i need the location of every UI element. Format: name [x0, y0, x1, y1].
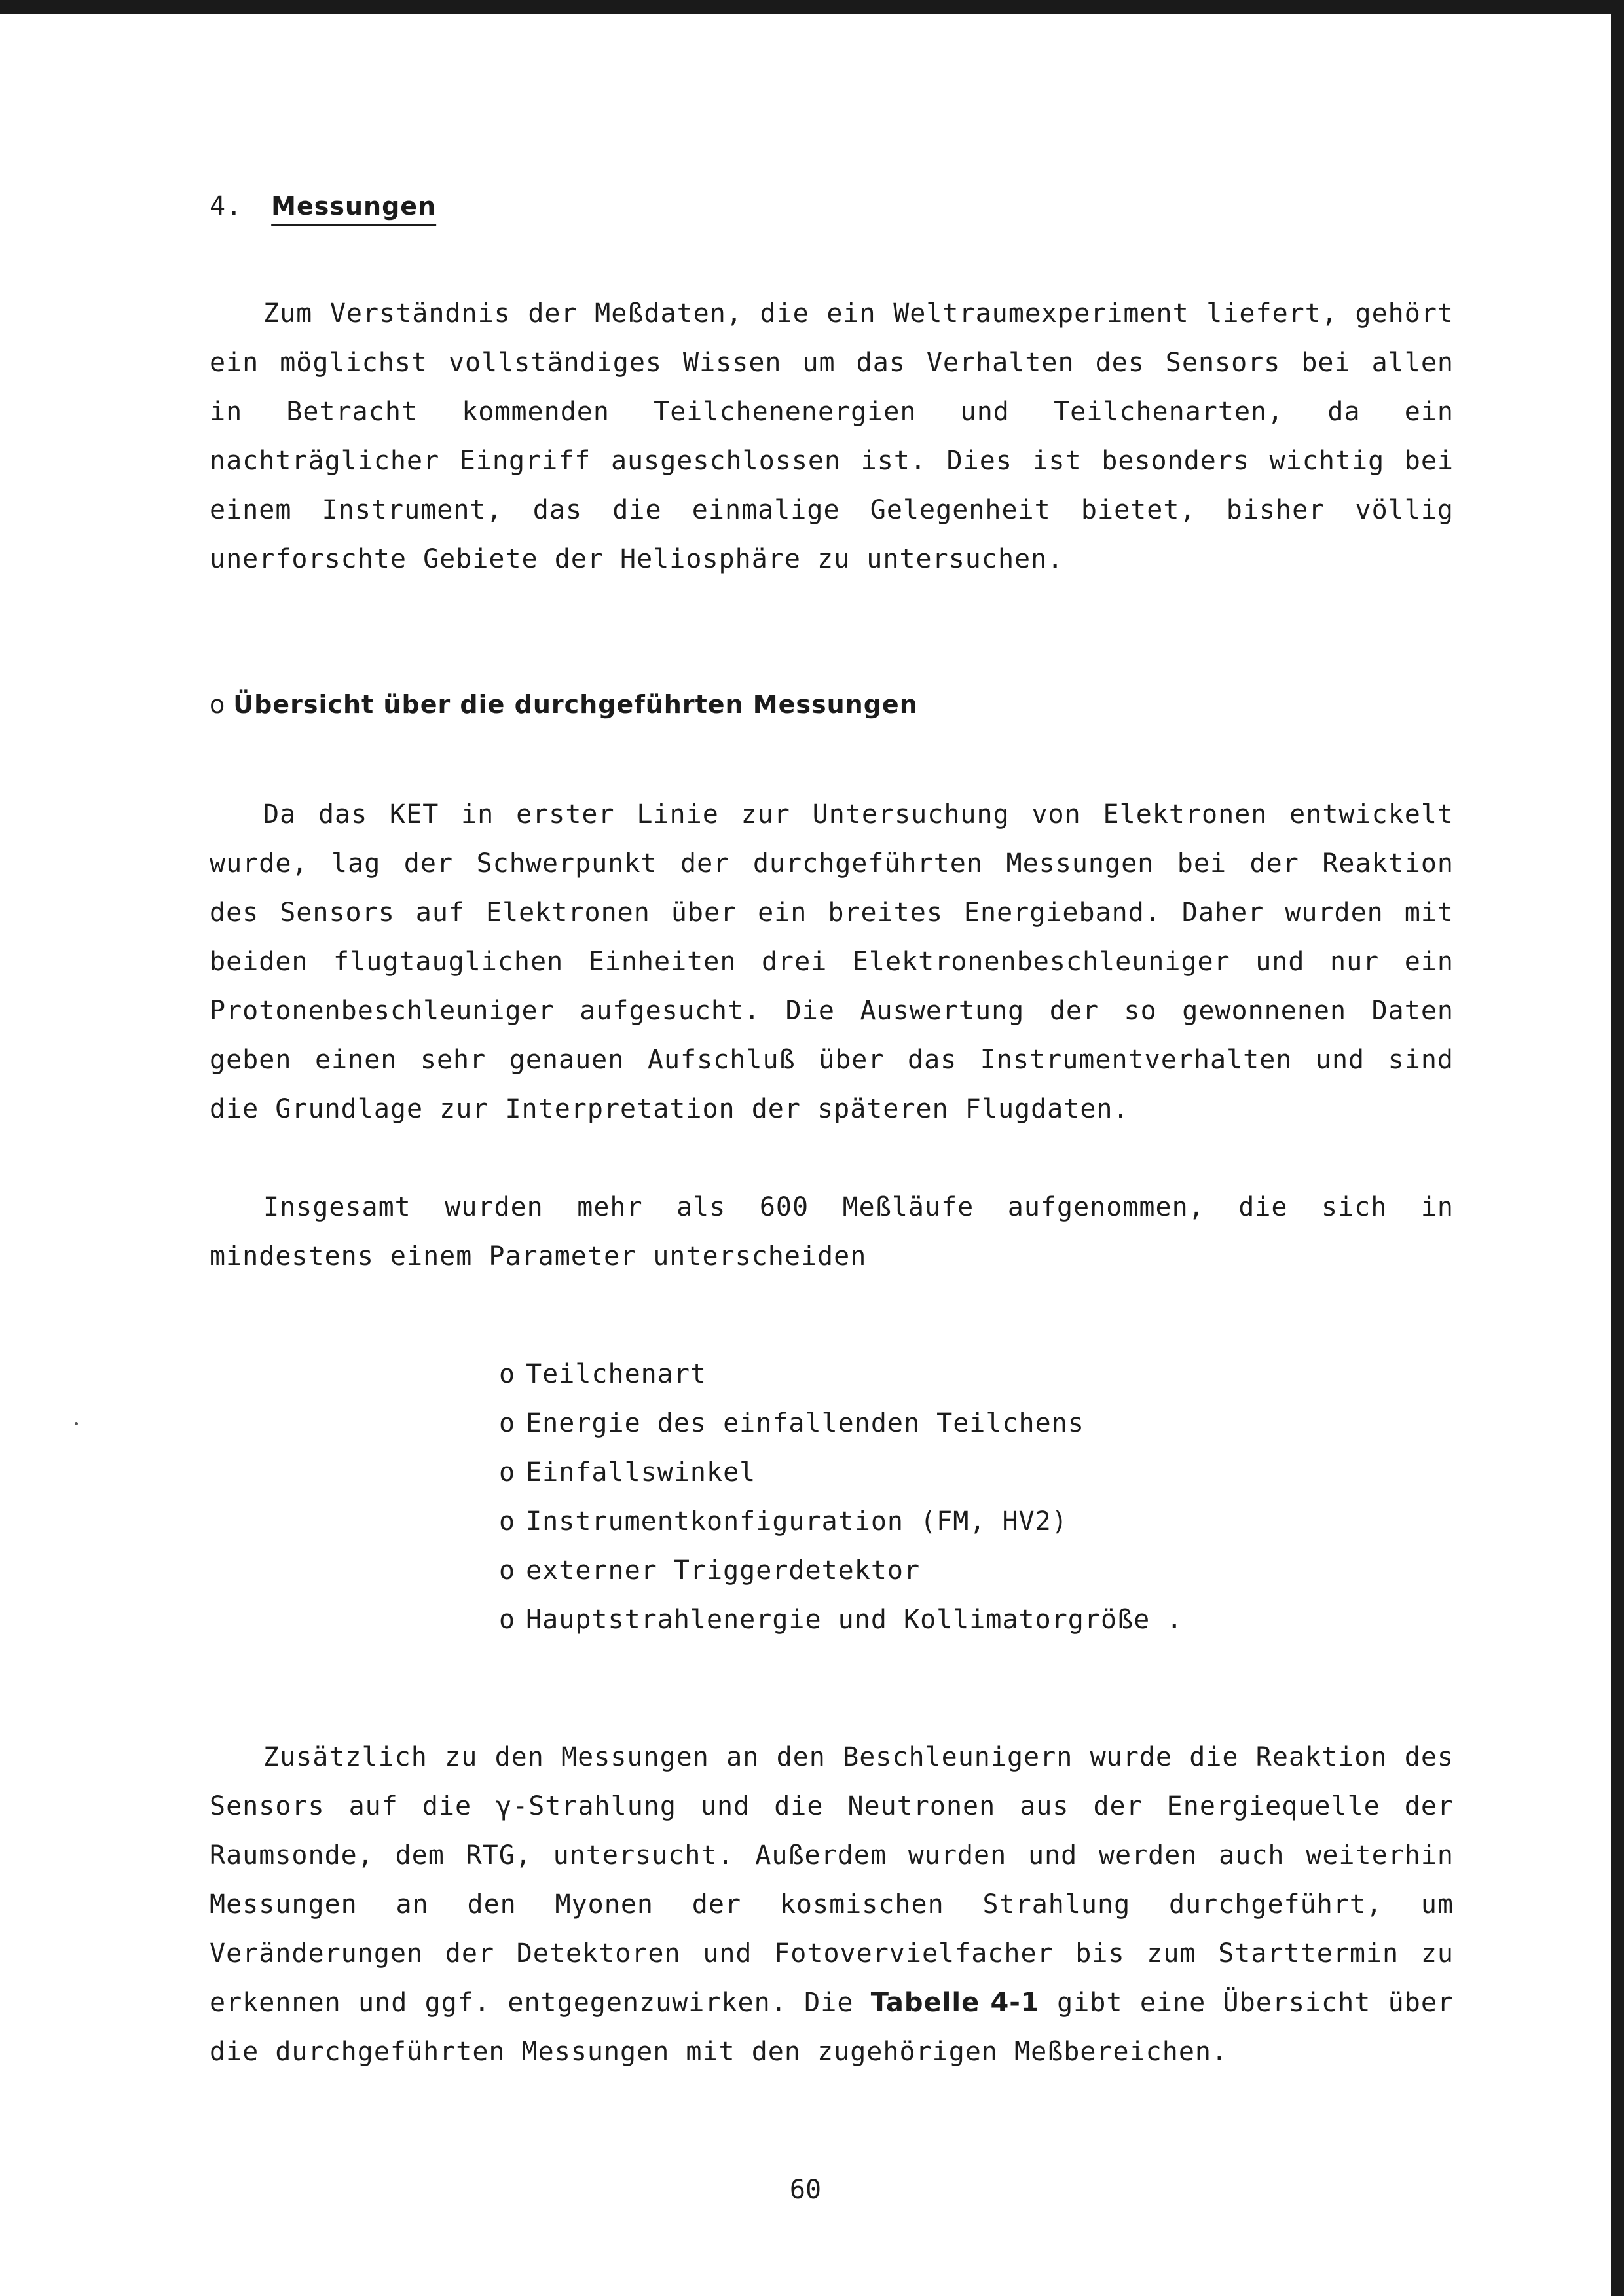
list-item [499, 1448, 1183, 1497]
list-bullet: o [499, 1605, 516, 1635]
list-item-text: Hauptstrahlenergie und Kollimatorgröße . [526, 1605, 1183, 1635]
list-bullet: o [499, 1359, 516, 1389]
list-bullet: o [499, 1556, 516, 1586]
list-item [499, 1595, 1183, 1645]
list-item-text: Instrumentkonfiguration (FM, HV2) [526, 1506, 1068, 1537]
list-item-text: Energie des einfallenden Teilchens [526, 1408, 1084, 1438]
list-item [499, 1497, 1183, 1546]
list-item-text: Teilchenart [526, 1359, 707, 1389]
overview-text: Da das KET in erster Linie zur Untersuchung von Elektronen entwickelt wurde, lag der Schwerpunkt der durchgeführten Messungen bei der Reaktion des Sensors auf Elektronen über ein breites Energieband. Daher wurden mit beiden flugtauglichen Einheiten drei Elektronenbeschleuniger und nur ein Protonenbeschleuniger aufgesucht. Die Auswertung der so gewonnenen Daten geben einen sehr genauen Aufschluß über das Instrumentverhalten und sind die Grundlage zur Interpretation der späteren Flugdaten. [210, 799, 1454, 1124]
total-paragraph [210, 1183, 1454, 1281]
parameter-list [499, 1350, 1183, 1645]
additional-paragraph [210, 1733, 1454, 2077]
table-reference: Tabelle 4-1 [870, 1988, 1040, 2018]
section-heading [210, 191, 436, 221]
subsection-title: Übersicht über die durchgeführten Messungen [233, 690, 918, 719]
section-number: 4. [210, 191, 243, 221]
list-bullet: o [499, 1408, 516, 1438]
list-item [499, 1399, 1183, 1448]
list-bullet: o [499, 1457, 516, 1487]
subsection-heading [210, 690, 918, 719]
overview-paragraph [210, 790, 1454, 1134]
list-item-text: Einfallswinkel [526, 1457, 756, 1487]
intro-text: Zum Verständnis der Meßdaten, die ein Weltraumexperiment liefert, gehört ein möglichst vollständiges Wissen um das Verhalten des Sensors bei allen in Betracht kommenden Teilchenenergien und Teilchenarten, da ein nachträglicher Eingriff ausgeschlossen ist. Dies ist besonders wichtig bei einem Instrument, das die einmalige Gelegenheit bietet, bisher völlig unerforschte Gebiete der Heliosphäre zu untersuchen. [210, 299, 1454, 574]
additional-text-start: Zusätzlich zu den Messungen an den Beschleunigern wurde die Reaktion des Sensors auf die γ-Strahlung und die Neutronen aus der Energiequelle der Raumsonde, dem RTG, untersucht. Außerdem wurden und werden auch weiterhin Messungen an den Myonen der kosmischen Strahlung durchgeführt, um Veränderungen der Detektoren und Fotovervielfacher bis zum Starttermin zu erkennen und ggf. entgegenzuwirken. Die [210, 1742, 1454, 2018]
list-item-text: externer Triggerdetektor [526, 1556, 921, 1586]
additional-text-end: gibt eine Übersicht über die durchgeführten Messungen mit den zugehörigen Meßbereichen. [210, 1988, 1454, 2067]
section-title: Messungen [271, 192, 437, 221]
scan-speck [75, 1422, 78, 1425]
subsection-bullet: o [210, 690, 226, 719]
total-text: Insgesamt wurden mehr als 600 Meßläufe aufgenommen, die sich in mindestens einem Parameter unterscheiden [210, 1192, 1454, 1271]
list-item [499, 1350, 1183, 1399]
page-number: 60 [789, 2175, 822, 2205]
list-bullet: o [499, 1506, 516, 1537]
intro-paragraph [210, 289, 1454, 584]
list-item [499, 1546, 1183, 1595]
document-page [0, 14, 1611, 2296]
